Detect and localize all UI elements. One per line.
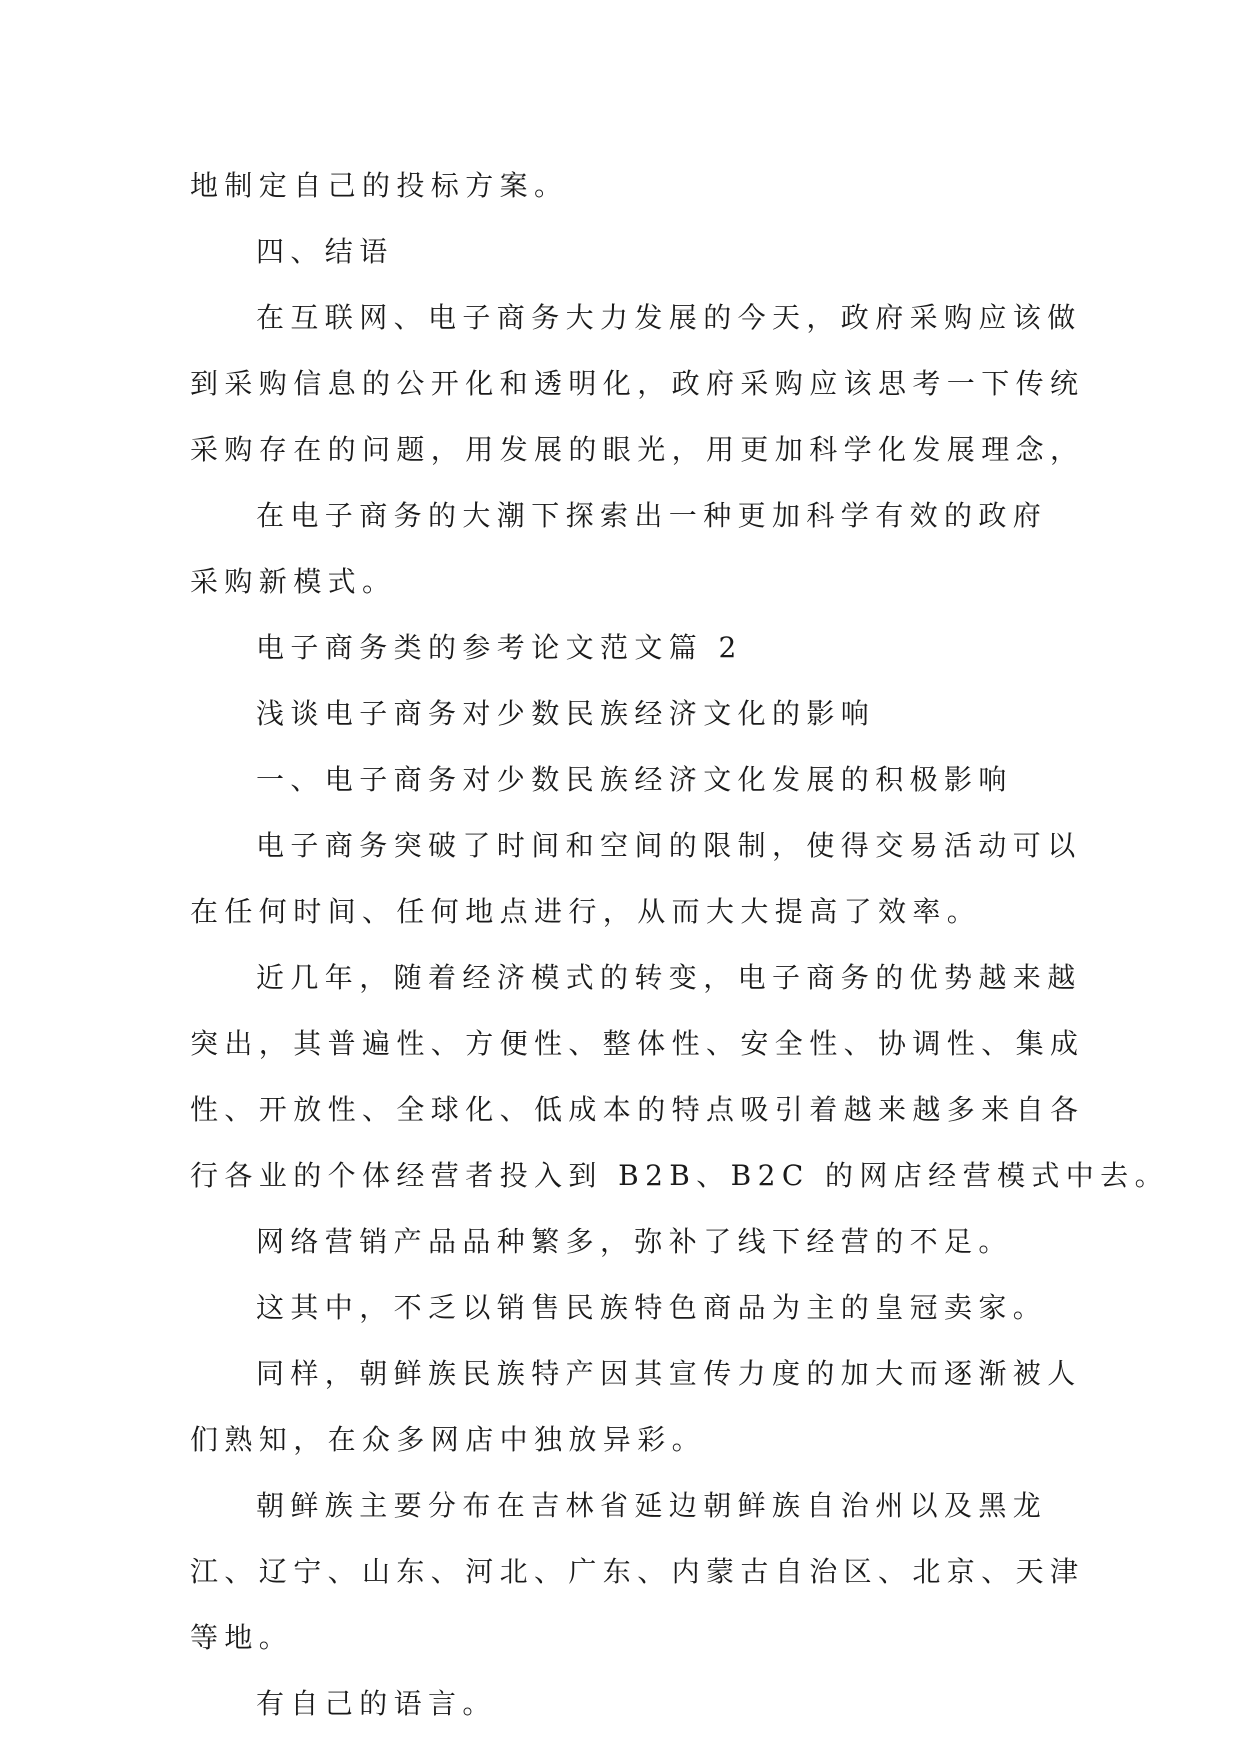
paragraph-line: 这其中，不乏以销售民族特色商品为主的皇冠卖家。 [256,1291,1048,1324]
paragraph-line: 采购新模式。 [190,565,397,598]
paragraph-line: 等地。 [190,1621,294,1654]
paragraph-line: 行各业的个体经营者投入到 B2B、B2C 的网店经营模式中去。 [190,1159,1169,1192]
paragraph-line: 江、辽宁、山东、河北、广东、内蒙古自治区、北京、天津 [190,1555,1085,1588]
section-heading: 一、电子商务对少数民族经济文化发展的积极影响 [256,763,1013,796]
paragraph-line: 在互联网、电子商务大力发展的今天，政府采购应该做 [256,301,1082,334]
paragraph-line: 们熟知，在众多网店中独放异彩。 [190,1423,707,1456]
paragraph-line: 有自己的语言。 [256,1687,497,1720]
paragraph-line: 突出，其普遍性、方便性、整体性、安全性、协调性、集成 [190,1027,1085,1060]
paragraph-line: 地制定自己的投标方案。 [190,169,569,202]
article-subtitle: 浅谈电子商务对少数民族经济文化的影响 [256,697,876,730]
article-title: 电子商务类的参考论文范文篇 2 [256,631,743,664]
section-heading: 四、结语 [256,235,394,268]
paragraph-line: 近几年，随着经济模式的转变，电子商务的优势越来越 [256,961,1082,994]
paragraph-line: 网络营销产品品种繁多，弥补了线下经营的不足。 [256,1225,1013,1258]
paragraph-line: 同样，朝鲜族民族特产因其宣传力度的加大而逐渐被人 [256,1357,1082,1390]
paragraph-line: 采购存在的问题，用发展的眼光，用更加科学化发展理念， [190,433,1085,466]
paragraph-line: 朝鲜族主要分布在吉林省延边朝鲜族自治州以及黑龙 [256,1489,1048,1522]
paragraph-line: 电子商务突破了时间和空间的限制，使得交易活动可以 [256,829,1082,862]
paragraph-line: 在任何时间、任何地点进行，从而大大提高了效率。 [190,895,982,928]
paragraph-line: 到采购信息的公开化和透明化，政府采购应该思考一下传统 [190,367,1085,400]
paragraph-line: 在电子商务的大潮下探索出一种更加科学有效的政府 [256,499,1048,532]
paragraph-line: 性、开放性、全球化、低成本的特点吸引着越来越多来自各 [190,1093,1085,1126]
